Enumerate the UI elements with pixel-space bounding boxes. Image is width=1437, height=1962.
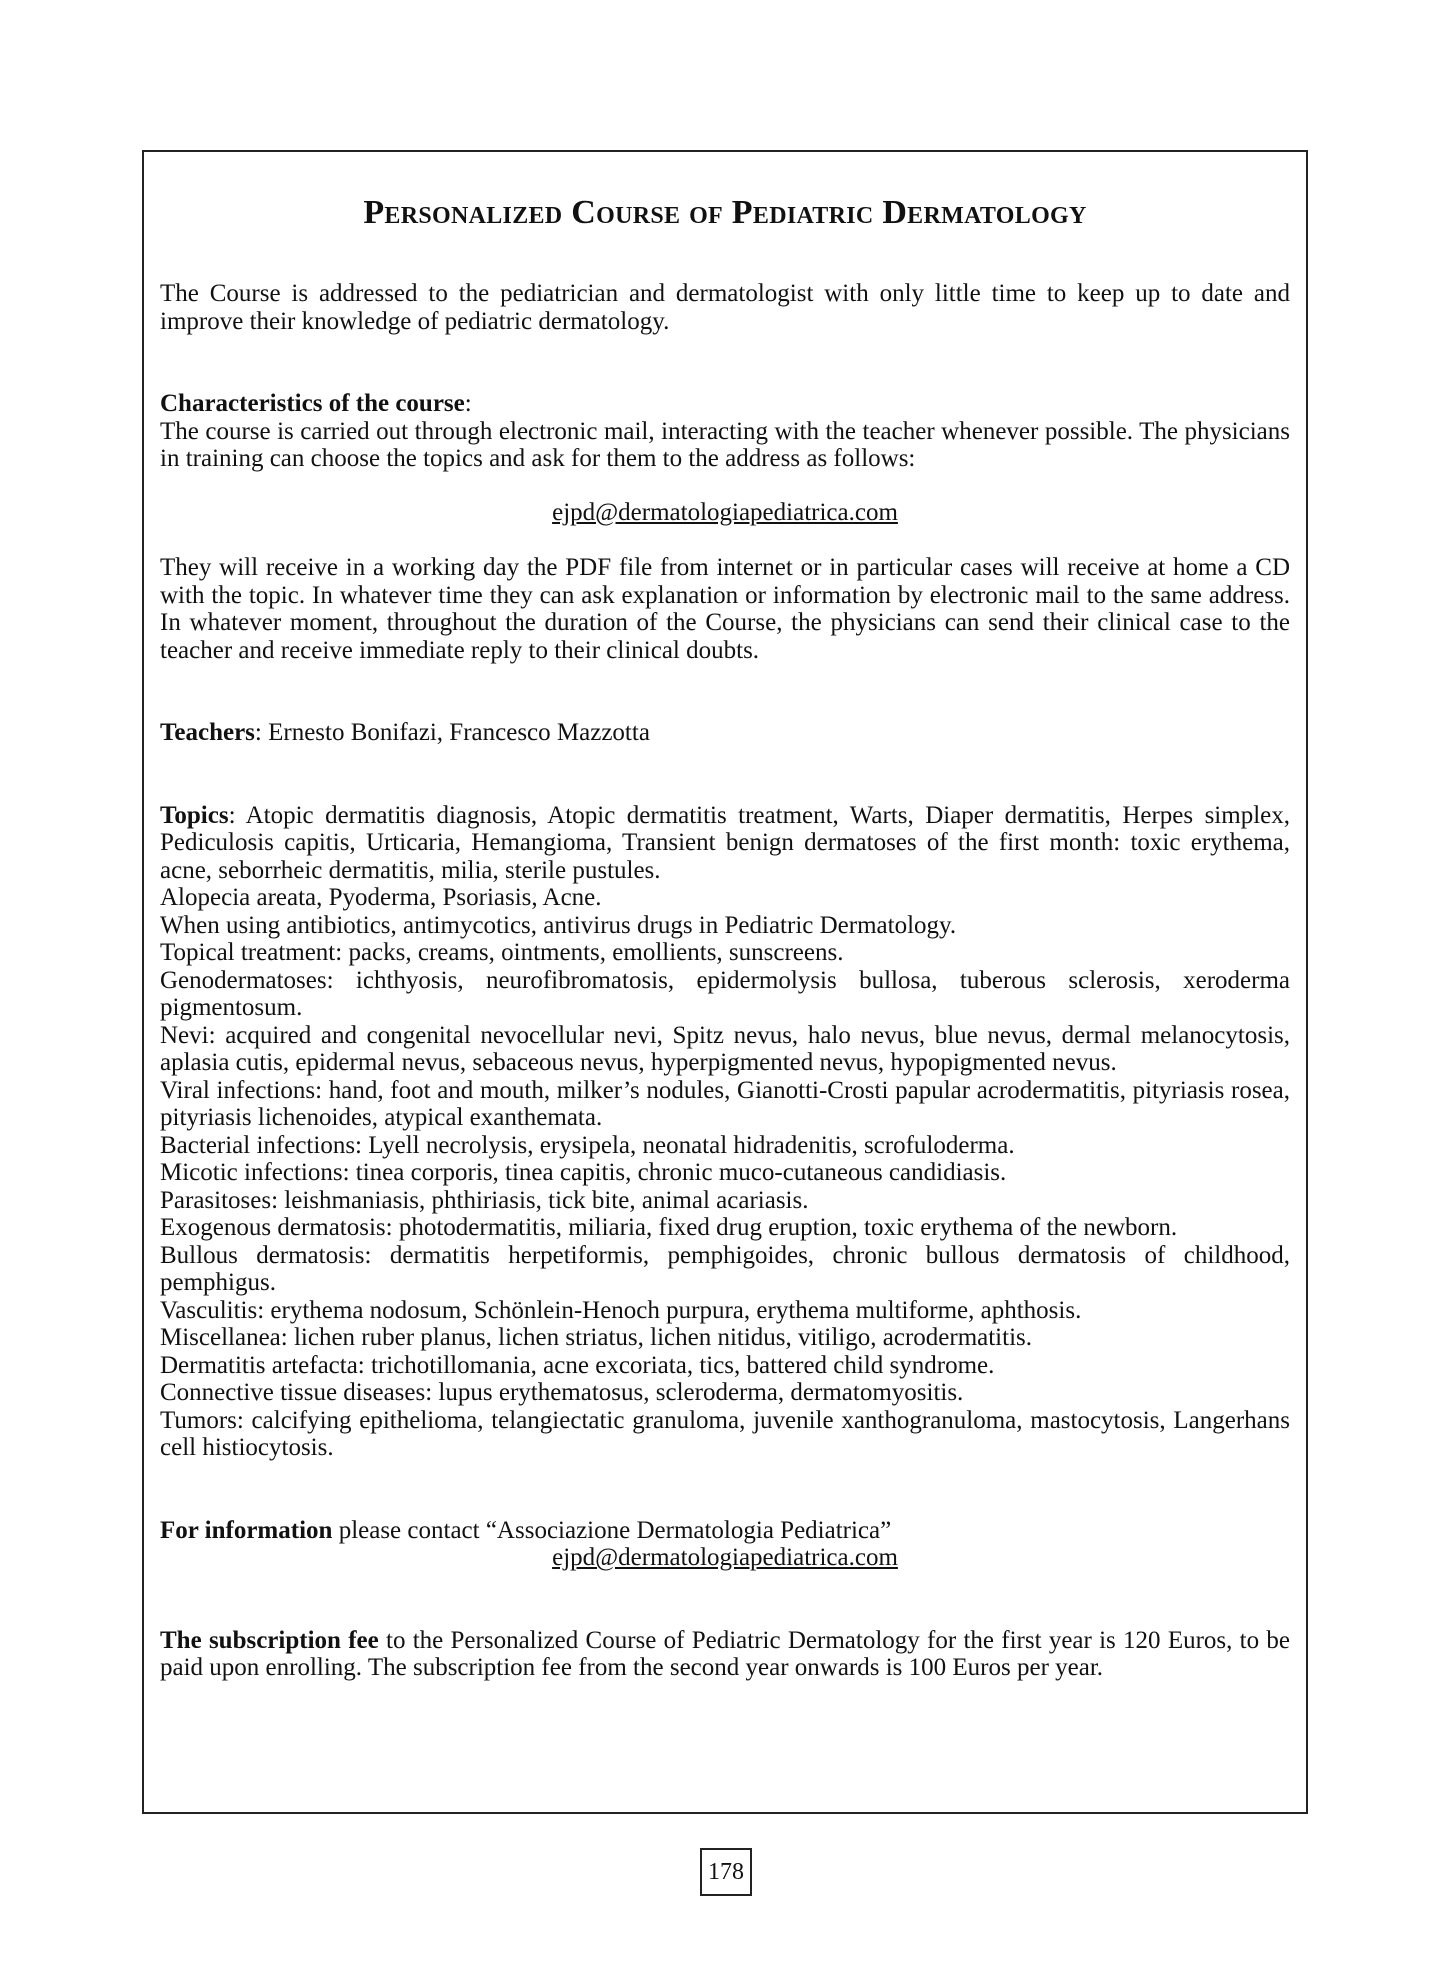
characteristics-label: Characteristics of the course [160,390,465,417]
topic-line: Exogenous dermatosis: photodermatitis, miliaria, fixed drug eruption, toxic erythema of the newborn. [160,1214,1178,1241]
information-email-line [160,1544,1290,1572]
topic-line: Connective tissue diseases: lupus erythematosus, scleroderma, dermatomyositis. [160,1379,964,1406]
information-text: please contact “Associazione Dermatologia Pediatrica” [338,1516,892,1544]
course-box [142,150,1308,1814]
information-label: For information [160,1516,333,1544]
characteristics-email-line [160,499,1290,527]
topic-line: Viral infections: hand, foot and mouth, milker’s nodules, Gianotti-Crosti papular acrodermatitis, pityriasis rosea, pityriasis lichenoides, atypical exanthemata. [160,1076,1290,1131]
page-title: Personalized Course of Pediatric Dermatology [363,194,1087,231]
topic-line: Nevi: acquired and congenital nevocellular nevi, Spitz nevus, halo nevus, blue nevus, dermal melanocytosis, aplasia cutis, epidermal nevus, sebaceous nevus, hyperpigmented nevus, hypopigmented nevus. [160,1021,1290,1076]
teachers-label: Teachers [160,719,255,746]
topic-line: Parasitoses: leishmaniasis, phthiriasis, tick bite, animal acariasis. [160,1186,809,1214]
topic-line: Vasculitis: erythema nodosum, Schönlein-Henoch purpura, erythema multiforme, aphthosis. [160,1296,1082,1324]
topics-first-text: Atopic dermatitis diagnosis, Atopic dermatitis treatment, Warts, Diaper dermatitis, Herpes simplex, Pediculosis capitis, Urticaria, Hemangioma, Transient benign dermatoses of the first month: toxic erythema, acne, seborrheic dermatitis, milia, sterile pustules. [160,801,1290,884]
intro-paragraph: The Course is addressed to the pediatrician and dermatologist with only little time to keep up to date and improve their knowledge of pediatric dermatology. [160,280,1290,335]
topic-line: Dermatitis artefacta: trichotillomania, acne excoriata, tics, battered child syndrome. [160,1351,995,1379]
subscription-label: The subscription fee [160,1626,379,1654]
course-content [160,194,1290,1682]
characteristics-text: The course is carried out through electronic mail, interacting with the teacher whenever possible. The physicians in training can choose the topics and ask for them to the address as follows: [160,417,1290,472]
topic-line: Micotic infections: tinea corporis, tinea capitis, chronic muco-cutaneous candidiasis. [160,1159,1007,1186]
email-link[interactable]: ejpd@dermatologiapediatrica.com [552,498,898,526]
topic-line: Topical treatment: packs, creams, ointments, emollients, sunscreens. [160,939,844,966]
characteristics-section: Characteristics of the course: The course is carried out through electronic mail, interacting with the teacher whenever possible. The physicians in training can choose the topics and ask for them to the address as follows: [160,390,1290,472]
topics-section [160,802,1290,1462]
information-email-link[interactable]: ejpd@dermatologiapediatrica.com [552,1544,898,1571]
topic-line: When using antibiotics, antimycotics, antivirus drugs in Pediatric Dermatology. [160,911,957,939]
subscription-text: to the Personalized Course of Pediatric Dermatology for the first year is 120 Euros, to be paid upon enrolling. The subscription fee from the second year onwards is 100 Euros per year. [160,1626,1290,1681]
teachers-names: Ernesto Bonifazi, Francesco Mazzotta [268,719,650,746]
receive-paragraph: They will receive in a working day the PDF file from internet or in particular cases will receive at home a CD with the topic. In whatever time they can ask explanation or information by electronic mail to the same address. In whatever moment, throughout the duration of the Course, the physicians can send their clinical case to the teacher and receive immediate reply to their clinical doubts. [160,554,1290,664]
information-line [160,1517,1290,1545]
topic-line: Bacterial infections: Lyell necrolysis, erysipela, neonatal hidradenitis, scrofuloderma. [160,1131,1015,1159]
topics-first: Topics: Atopic dermatitis diagnosis, Atopic dermatitis treatment, Warts, Diaper dermatitis, Herpes simplex, Pediculosis capitis, Urticaria, Hemangioma, Transient benign dermatoses of the first month: toxic erythema, acne, seborrheic dermatitis, milia, sterile pustules. [160,801,1290,884]
topic-line: Alopecia areata, Pyoderma, Psoriasis, Acne. [160,884,602,911]
topic-line: Tumors: calcifying epithelioma, telangiectatic granuloma, juvenile xanthogranuloma, mastocytosis, Langerhans cell histiocytosis. [160,1406,1290,1461]
topic-line: Miscellanea: lichen ruber planus, lichen striatus, lichen nitidus, vitiligo, acrodermatitis. [160,1324,1032,1351]
topics-label: Topics [160,801,229,829]
teachers-line: Teachers: Ernesto Bonifazi, Francesco Mazzotta [160,719,650,746]
topic-line: Bullous dermatosis: dermatitis herpetiformis, pemphigoides, chronic bullous dermatosis of childhood, pemphigus. [160,1241,1290,1296]
topic-line: Genodermatoses: ichthyosis, neurofibromatosis, epidermolysis bullosa, tuberous sclerosis, xeroderma pigmentosum. [160,966,1290,1021]
subscription-paragraph [160,1627,1290,1682]
page-number: 178 [700,1848,752,1896]
